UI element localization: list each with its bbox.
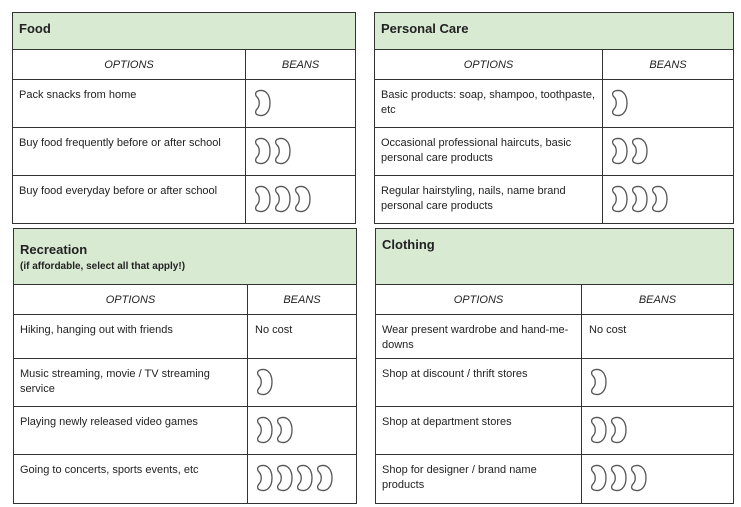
recreation-subtitle: (if affordable, select all that apply!) <box>20 261 186 272</box>
food-options-col-header: OPTIONS <box>13 50 246 80</box>
food-option-1: Pack snacks from home <box>13 80 246 128</box>
recreation-beans-1 <box>248 315 357 359</box>
personal-care-beans-1 <box>603 80 734 128</box>
clothing-option-2: Shop at discount / thrift stores <box>376 359 582 407</box>
food-title: Food <box>19 21 51 36</box>
recreation-option-4: Going to concerts, sports events, etc <box>14 455 248 504</box>
clothing-beans-2 <box>582 359 734 407</box>
bean-icon <box>315 464 334 493</box>
personal-care-header <box>375 13 734 50</box>
bean-icon <box>253 185 272 214</box>
food-beans-2 <box>246 128 356 176</box>
no-cost-label: No cost <box>255 324 293 336</box>
clothing-title: Clothing <box>382 237 435 252</box>
bean-icon <box>253 89 272 118</box>
bean-icon <box>275 464 294 493</box>
food-header <box>13 13 356 50</box>
food-option-2: Buy food frequently before or after school <box>13 128 246 176</box>
personal-care-beans-2 <box>603 128 734 176</box>
clothing-beans-1 <box>582 315 734 359</box>
clothing-beans-4 <box>582 455 734 504</box>
personal-care-table <box>374 12 734 224</box>
personal-care-option-1: Basic products: soap, shampoo, toothpaste, etc <box>375 80 603 128</box>
personal-care-beans-col-header: BEANS <box>603 50 734 80</box>
no-cost-label: No cost <box>589 324 627 336</box>
bean-icon <box>610 137 629 166</box>
food-table <box>12 12 356 224</box>
recreation-title: Recreation <box>20 242 88 257</box>
bean-icon <box>275 416 294 445</box>
bean-icon <box>589 416 608 445</box>
bean-icon <box>253 137 272 166</box>
bean-icon <box>650 185 669 214</box>
recreation-beans-4 <box>248 455 357 504</box>
bean-icon <box>293 185 312 214</box>
recreation-header <box>14 229 357 285</box>
bean-icon <box>629 464 648 493</box>
bean-icon <box>630 137 649 166</box>
recreation-option-3: Playing newly released video games <box>14 407 248 455</box>
bean-icon <box>609 464 628 493</box>
bean-icon <box>630 185 649 214</box>
clothing-table <box>375 228 734 504</box>
recreation-beans-col-header: BEANS <box>248 285 357 315</box>
bean-icon <box>255 464 274 493</box>
clothing-beans-3 <box>582 407 734 455</box>
recreation-table <box>13 228 357 504</box>
recreation-beans-3 <box>248 407 357 455</box>
food-beans-1 <box>246 80 356 128</box>
food-beans-3 <box>246 176 356 224</box>
clothing-option-1: Wear present wardrobe and hand-me-downs <box>376 315 582 359</box>
recreation-option-2: Music streaming, movie / TV streaming service <box>14 359 248 407</box>
clothing-option-4: Shop for designer / brand name products <box>376 455 582 504</box>
bean-icon <box>589 464 608 493</box>
bean-icon <box>273 185 292 214</box>
food-option-3: Buy food everyday before or after school <box>13 176 246 224</box>
personal-care-option-3: Regular hairstyling, nails, name brand personal care products <box>375 176 603 224</box>
bean-icon <box>255 368 274 397</box>
bean-icon <box>589 368 608 397</box>
clothing-options-col-header: OPTIONS <box>376 285 582 315</box>
personal-care-beans-3 <box>603 176 734 224</box>
recreation-options-col-header: OPTIONS <box>14 285 248 315</box>
recreation-option-1: Hiking, hanging out with friends <box>14 315 248 359</box>
clothing-header <box>376 229 734 285</box>
clothing-option-3: Shop at department stores <box>376 407 582 455</box>
food-beans-col-header: BEANS <box>246 50 356 80</box>
bean-icon <box>255 416 274 445</box>
recreation-beans-2 <box>248 359 357 407</box>
bean-icon <box>273 137 292 166</box>
bean-icon <box>609 416 628 445</box>
personal-care-title: Personal Care <box>381 21 469 36</box>
bean-icon <box>295 464 314 493</box>
clothing-beans-col-header: BEANS <box>582 285 734 315</box>
bean-icon <box>610 89 629 118</box>
personal-care-options-col-header: OPTIONS <box>375 50 603 80</box>
bean-icon <box>610 185 629 214</box>
personal-care-option-2: Occasional professional haircuts, basic personal care products <box>375 128 603 176</box>
